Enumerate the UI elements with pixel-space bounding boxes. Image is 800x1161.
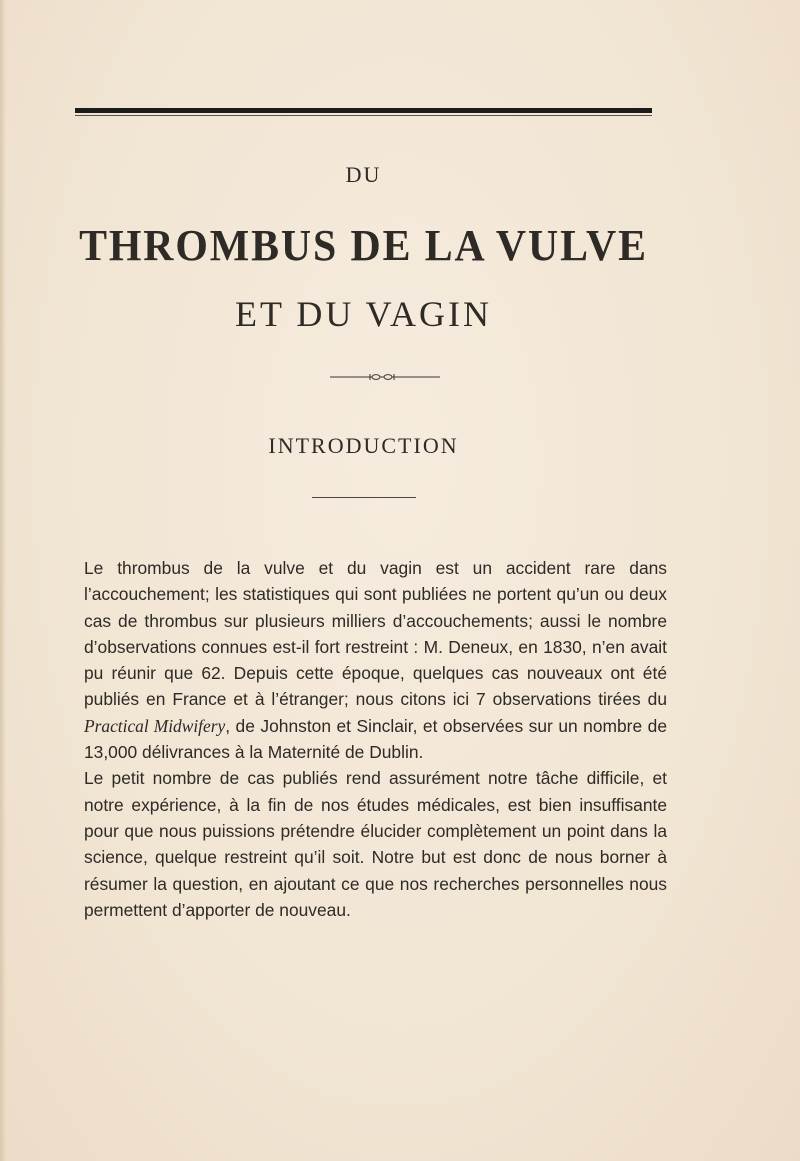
pre-title: DU [345, 162, 382, 187]
section-rule [312, 497, 416, 498]
paragraph-1-text-end: , de Johnston et Sinclair, et observées sur un nombre de 13,000 délivrances à la Maternité de Dublin. [84, 715, 667, 763]
top-thin-rule [75, 115, 652, 116]
book-title-reference: Practical Midwifery [84, 715, 226, 736]
top-thick-rule [75, 108, 652, 113]
paragraph-1-text: Le thrombus de la vulve et du vagin est un accident rare dans l’accouchement; les statistiques qui sont publiées ne portent qu’un ou deux cas de thrombus sur plusieurs milliers d’accouchements; aussi le nombre d’observations connues est-il fort restreint : M. Deneux, en 1830, n’en avait pu réunir que 62. Depuis cette époque, quelques cas nouveaux ont été publiés en France et à l’étranger; nous citons ici 7 observations tirées du [84, 558, 667, 710]
ornament-divider-icon [330, 373, 440, 381]
page-title-line-2: ET DU VAGIN [234, 294, 492, 334]
paragraph-1 [84, 555, 667, 765]
body-text [84, 555, 667, 923]
paragraph-2: Le petit nombre de cas publiés rend assurément notre tâche difficile, et notre expérience, à la fin de nos études médicales, est bien insuffisante pour que nous puissions prétendre élucider complètement un point dans la science, quelque restreint qu’il soit. Notre but est donc de nous borner à résumer la question, en ajoutant ce que nos recherches personnelles nous permettent d’apporter de nouveau. [84, 768, 667, 920]
page-title-line-1: THROMBUS DE LA VULVE [79, 221, 648, 270]
section-heading: INTRODUCTION [268, 433, 459, 458]
